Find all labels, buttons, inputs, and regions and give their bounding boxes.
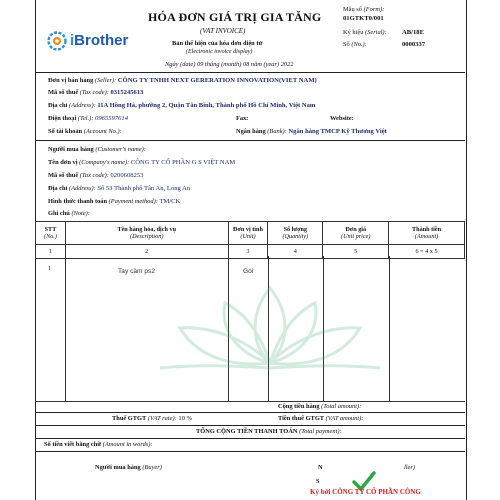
seller-bank: Ngân hàng TMCP Kỹ Thương Việt bbox=[288, 128, 387, 135]
col-header-quantity: Số lượng (Quantity) bbox=[268, 222, 323, 245]
amount-in-words-row: Số tiền viết bằng chữ (Amount in words): bbox=[44, 441, 153, 448]
grand-total-row: TỔNG CỘNG TIỀN THANH TOÁN (Total payment): bbox=[196, 428, 342, 435]
seller-phone: 0965597614 bbox=[95, 115, 128, 122]
items-index-row bbox=[36, 245, 465, 259]
invoice-date: Ngày (date) 09 tháng (month) 08 năm (year) 2022 bbox=[165, 61, 294, 68]
form-number: Mẫu số (Form): bbox=[343, 6, 385, 13]
item-description: Tay cầm ps2 bbox=[118, 268, 156, 275]
col-header-unit: Đơn vị tính (Unit) bbox=[228, 222, 268, 245]
seller-phone-row: Điện thoại (Tel.): 0965597614 bbox=[48, 115, 128, 122]
seller-fax-label: Fax: bbox=[236, 115, 249, 122]
vat-amount-row: Tiền thuế GTGT (VAT amount): bbox=[278, 415, 364, 422]
index-cell: 3 bbox=[228, 245, 268, 259]
invoice-title: HÓA ĐƠN GIÁ TRỊ GIA TĂNG bbox=[148, 10, 322, 24]
items-table-header bbox=[36, 222, 465, 245]
invoice-title-en: (VAT INVOICE) bbox=[200, 27, 246, 35]
seller-name: CÔNG TY TNHH NEXT GERERATION INNOVATION(VIET NAM) bbox=[117, 77, 317, 84]
buyer-signature-label: Người mua hàng (Buyer) bbox=[95, 464, 162, 471]
subtotal-row: Cộng tiền hàng (Total amount): bbox=[278, 403, 362, 410]
vat-rate: 10 % bbox=[178, 415, 193, 422]
index-cell: 2 bbox=[65, 245, 228, 259]
serial-label: Ký hiệu (Serial): bbox=[343, 29, 387, 36]
seller-signature-label: N bbox=[318, 464, 323, 471]
col-header-amount: Thành tiền (Amount) bbox=[389, 222, 465, 245]
index-cell: 6 = 4 x 5 bbox=[389, 245, 465, 259]
index-cell: 5 bbox=[323, 245, 389, 259]
buyer-address: Số 53 Thành phố Tân An, Long An bbox=[97, 185, 191, 192]
item-no: 1 bbox=[48, 265, 52, 272]
seller-account-row: Số tài khoản (Account No.): bbox=[48, 128, 122, 135]
lotus-watermark-icon bbox=[140, 268, 400, 378]
col-header-description: Tên hàng hóa, dịch vụ (Description) bbox=[65, 222, 228, 245]
col-header-no: STT (No.) bbox=[36, 222, 66, 245]
digital-signature-text: Ký bởi CÔNG TY CỔ PHẦN CÔNG bbox=[310, 488, 421, 496]
item-unit: Gói bbox=[243, 268, 254, 275]
seller-address-row: Địa chỉ (Address): 11A Hồng Hà, phường 2, Quận Tân Bình, Thành phố Hồ Chí Minh, Việt Nam bbox=[48, 102, 316, 109]
column-rule bbox=[65, 256, 66, 402]
index-cell: 1 bbox=[36, 245, 66, 259]
form-number-value: 01GTKT0/001 bbox=[343, 15, 384, 22]
buyer-payment-row: Hình thức thanh toán (Payment method): TM/CK bbox=[48, 198, 181, 205]
seller-signature-label-en: ller) bbox=[404, 464, 416, 471]
buyer-company: CÔNG TY CỔ PHẦN G S VIỆT NAM bbox=[130, 159, 236, 166]
divider bbox=[35, 140, 465, 141]
divider bbox=[35, 438, 465, 439]
divider bbox=[35, 72, 465, 73]
seller-tax-row: Mã số thuế (Tax code): 0315245613 bbox=[48, 89, 144, 96]
buyer-person-row: Người mua hàng (Customer's name): bbox=[48, 146, 146, 153]
buyer-tax-row: Mã số thuế (Tax code): 0200608253 bbox=[48, 172, 144, 179]
brand-logo-icon bbox=[47, 31, 67, 51]
vat-rate-row: Thuế GTGT (VAT rate): 10 % bbox=[112, 415, 193, 422]
buyer-address-row: Địa chỉ (Address): Số 53 Thành phố Tân An, Long An bbox=[48, 185, 191, 192]
divider bbox=[35, 425, 465, 426]
col-header-unit-price: Đơn giá (Unit price) bbox=[323, 222, 389, 245]
buyer-payment: TM/CK bbox=[159, 198, 181, 205]
invoice-no-label: Số (No.): bbox=[343, 41, 367, 48]
items-table bbox=[35, 221, 465, 259]
seller-tax: 0315245613 bbox=[110, 89, 144, 96]
buyer-note-row: Ghi chú (Note): bbox=[48, 210, 90, 217]
invoice-subtitle-en: (Electronic invoice display) bbox=[186, 49, 253, 55]
index-cell: 4 bbox=[268, 245, 323, 259]
divider bbox=[35, 451, 465, 452]
buyer-tax: 0200608253 bbox=[110, 172, 144, 179]
serial-value: AB/18E bbox=[402, 29, 424, 36]
invoice-subtitle: Bản thể hiện của hóa đơn điện tử bbox=[172, 40, 263, 47]
seller-address: 11A Hồng Hà, phường 2, Quận Tân Bình, Thành phố Hồ Chí Minh, Việt Nam bbox=[97, 102, 316, 109]
seller-signature-mark: S bbox=[316, 478, 320, 485]
buyer-company-row: Tên đơn vị (Company's name): CÔNG TY CỔ PHẦN G S VIỆT NAM bbox=[48, 159, 236, 166]
brand-logo bbox=[47, 27, 142, 55]
seller-website-label: Website: bbox=[330, 115, 354, 122]
invoice-no-value: 0000337 bbox=[402, 41, 426, 48]
logo-first-letter: i bbox=[70, 32, 75, 49]
seller-bank-row: Ngân hàng (Bank): Ngân hàng TMCP Kỹ Thương Việt bbox=[236, 128, 387, 135]
logo-word: Brother bbox=[74, 32, 129, 49]
seller-name-row: Đơn vị bán hàng (Seller): CÔNG TY TNHH NEXT GERERATION INNOVATION(VIET NAM) bbox=[48, 77, 317, 84]
divider bbox=[35, 412, 465, 413]
